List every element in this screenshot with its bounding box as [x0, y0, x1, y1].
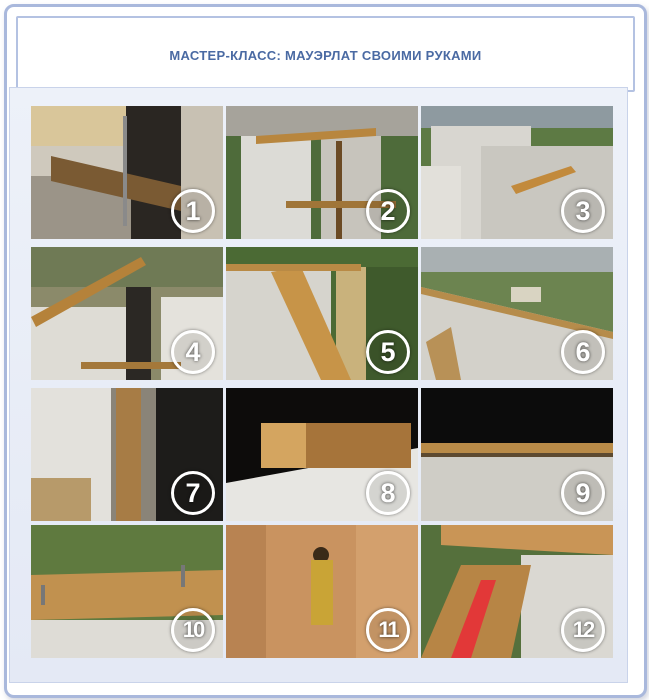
- step-number-badge: 8: [366, 471, 410, 515]
- step-number-badge: 11: [366, 608, 410, 652]
- step-number-badge: 5: [366, 330, 410, 374]
- step-number-badge: 10: [171, 608, 215, 652]
- step-photo-10: [31, 525, 223, 658]
- step-photo-8: [226, 388, 418, 521]
- step-photo-7: [31, 388, 223, 521]
- step-photo-12: [421, 525, 613, 658]
- step-number-badge: 1: [171, 189, 215, 233]
- step-photo-5: [226, 247, 418, 380]
- step-number-badge: 2: [366, 189, 410, 233]
- step-number-badge: 7: [171, 471, 215, 515]
- step-number-badge: 9: [561, 471, 605, 515]
- step-photo-3: [421, 106, 613, 239]
- step-number-badge: 12: [561, 608, 605, 652]
- step-photo-2: [226, 106, 418, 239]
- page-title: МАСТЕР-КЛАСС: МАУЭРЛАТ СВОИМИ РУКАМИ: [169, 48, 482, 63]
- step-photo-4: [31, 247, 223, 380]
- step-photo-1: [31, 106, 223, 239]
- step-photo-9: [421, 388, 613, 521]
- header-box: [16, 16, 635, 92]
- step-photo-6: [421, 247, 613, 380]
- step-number-badge: 6: [561, 330, 605, 374]
- step-number-badge: 4: [171, 330, 215, 374]
- step-photo-11: [226, 525, 418, 658]
- step-number-badge: 3: [561, 189, 605, 233]
